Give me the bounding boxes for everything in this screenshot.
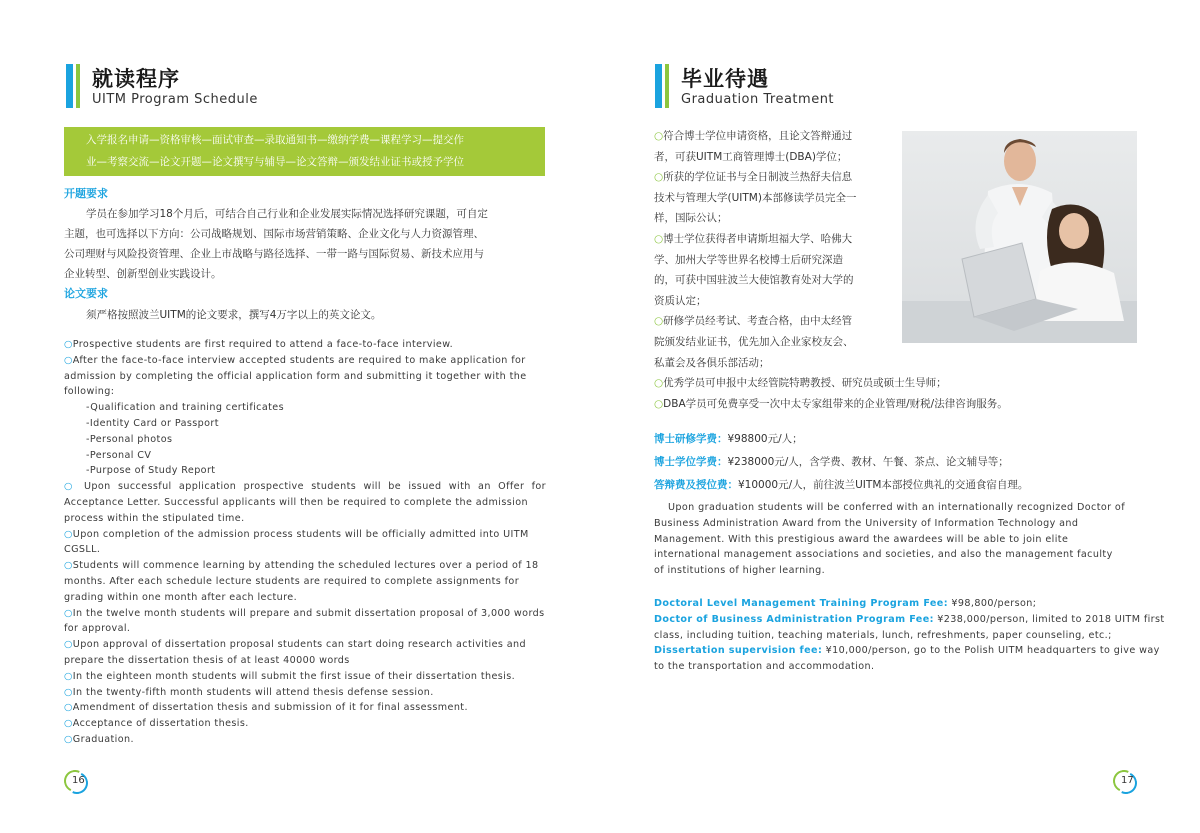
accent-bar-green (665, 64, 669, 108)
bullet-icon: ○ (64, 718, 73, 730)
process-flow-band (64, 127, 545, 176)
subheading-thesis: 论文要求 (64, 287, 108, 300)
fee-value: ¥10000元/人，前往波兰UITM本部授位典礼的交通食宿自理。 (738, 479, 1029, 491)
text-line: for approval. (64, 623, 131, 635)
text-line: 者，可获UITM工商管理博士(DBA)学位； (654, 150, 848, 163)
bullet-icon: ○ (64, 686, 73, 698)
list-item: ○ Upon successful application prospective students will be issued with an Offer for (64, 481, 546, 493)
bullet-icon: ○ (64, 354, 73, 366)
process-flow-line: 入学报名申请—资格审核—面试审查—录取通知书—缴纳学费—课程学习—提交作 (86, 134, 464, 146)
bullet-icon: ○ (654, 315, 664, 328)
bullet-icon: ○ (64, 528, 73, 540)
fee-en-line: Doctoral Level Management Training Program Fee: ¥98,800/person; (654, 598, 1037, 609)
text-line: grading within one month after each lecture. (64, 591, 298, 603)
fee-en-line: Dissertation supervision fee: ¥10,000/person, go to the Polish UITM headquarters to give way (654, 645, 1160, 657)
page-number-text: 17 (1121, 775, 1134, 786)
text-line: following: (64, 386, 115, 398)
accent-bar-green (76, 64, 80, 108)
subheading-proposal: 开题要求 (64, 187, 108, 200)
list-item: ○Students will commence learning by attending the scheduled lectures over a period of 18 (64, 560, 539, 572)
section-title-en: UITM Program Schedule (92, 92, 258, 107)
english-schedule (64, 337, 546, 748)
list-item: ○优秀学员可申报中太经管院特聘教授、研究员或硕士生导师； (654, 377, 947, 390)
text-line: admission by completing the official application form and submitting it together with the (64, 370, 527, 382)
text-line: 企业转型、创新型创业实践设计。 (64, 268, 222, 280)
process-flow-line: 业—考察交流—论文开题—论文撰写与辅导—论文答辩—颁发结业证书或授予学位 (86, 156, 464, 168)
text-line: international management associations and societies, and also the management faculty (654, 549, 1113, 561)
text-line: 公司理财与风险投资管理、企业上市战略与路径选择、一带一路与国际贸易、新技术应用与 (64, 248, 484, 260)
text-line: to the transportation and accommodation. (654, 661, 875, 673)
text-line: 院颁发结业证书，优先加入企业家校友会、 (654, 335, 854, 348)
list-item: ○Acceptance of dissertation thesis. (64, 718, 249, 730)
list-item: ○所获的学位证书与全日制波兰热舒夫信息 (654, 171, 853, 184)
text-line: 资质认定； (654, 294, 707, 307)
fee-value: ¥238000元/人，含学费、教材、午餐、茶点、论文辅导等； (727, 456, 1009, 468)
section-title-cn: 就读程序 (92, 67, 180, 91)
page-number-text: 16 (72, 775, 85, 786)
accent-bar-blue (655, 64, 662, 108)
fee-row (654, 428, 1144, 451)
bullet-icon: ○ (64, 702, 73, 714)
doc-item: -Qualification and training certificates (86, 402, 285, 414)
text-line: process within the stipulated time. (64, 512, 245, 524)
bullet-icon: ○ (64, 560, 73, 572)
list-item: ○After the face-to-face interview accepted students are required to make application for (64, 354, 526, 366)
list-item: ○In the eighteen month students will submit the first issue of their dissertation thesis. (64, 670, 516, 682)
list-item: ○博士学位获得者申请斯坦福大学、哈佛大 (654, 232, 853, 245)
text-line: of institutions of higher learning. (654, 565, 826, 577)
text-line: Business Administration Award from the University of Information Technology and (654, 517, 1079, 529)
proposal-section (64, 185, 546, 325)
fee-row (654, 451, 1144, 474)
text-line: prepare the dissertation thesis of at least 40000 words (64, 654, 350, 666)
bullet-icon: ○ (64, 339, 73, 350)
section-title-cn: 毕业待遇 (681, 67, 769, 91)
list-item: ○研修学员经考试、考查合格，由中太经管 (654, 315, 853, 328)
fee-label: 答辩费及授位费： (654, 479, 738, 491)
fee-label: 博士学位学费： (654, 456, 728, 468)
right-page (600, 0, 1200, 833)
text-line: Upon graduation students will be conferred with an internationally recognized Doctor of (668, 502, 1125, 513)
bullet-icon: ○ (64, 481, 77, 493)
page-number-left (64, 770, 94, 792)
fees-cn (654, 428, 1144, 497)
text-line: 样，国际公认； (654, 212, 728, 225)
fee-value: ¥98800元/人； (727, 433, 803, 445)
text-line: 学员在参加学习18个月后，可结合自己行业和企业发展实际情况选择研究课题，可自定 (86, 208, 488, 220)
fees-en (654, 596, 1165, 675)
text-line: 私董会及各俱乐部活动； (654, 356, 770, 369)
text-line: Management. With this prestigious award the awardees will be able to join elite (654, 533, 1069, 545)
list-item: ○DBA学员可免费享受一次中太专家组带来的企业管理/财税/法律咨询服务。 (654, 397, 1008, 410)
bullet-icon: ○ (64, 607, 73, 619)
list-item: ○In the twenty-fifth month students will attend thesis defense session. (64, 686, 434, 698)
text-line: 技术与管理大学(UITM)本部修读学员完全一 (654, 191, 857, 204)
text-line: 学、加州大学等世界名校博士后研究深造 (654, 253, 843, 266)
bullet-icon: ○ (654, 232, 664, 245)
text-line: 的，可获中国驻波兰大使馆教育处对大学的 (654, 274, 854, 287)
text-line: class, including tuition, teaching materials, lunch, refreshments, paper counseling, etc.; (654, 629, 1112, 641)
text-line: CGSLL. (64, 544, 101, 556)
list-item: ○Upon completion of the admission process students will be officially admitted into UITM (64, 528, 529, 540)
doc-item: -Purpose of Study Report (86, 465, 216, 477)
graduation-en-paragraph (654, 500, 1136, 579)
fee-label: 博士研修学费： (654, 433, 728, 445)
bullet-icon: ○ (654, 397, 664, 410)
bullet-icon: ○ (64, 733, 73, 745)
students-photo-illustration (902, 131, 1137, 343)
fee-row (654, 474, 1144, 497)
list-item: ○Prospective students are first required to attend a face-to-face interview. (64, 339, 454, 350)
doc-item: -Identity Card or Passport (86, 417, 219, 429)
bullet-icon: ○ (654, 377, 664, 390)
page-number-right (1113, 770, 1143, 792)
list-item: ○符合博士学位申请资格，且论文答辩通过 (654, 130, 853, 142)
bullet-icon: ○ (64, 670, 73, 682)
fee-en-line: Doctor of Business Administration Program Fee: ¥238,000/person, limited to 2018 UITM first (654, 613, 1165, 625)
text-line: Acceptance Letter. Successful applicants will then be required to complete the admission (64, 496, 528, 508)
thesis-paragraph: 须严格按照波兰UITM的论文要求，撰写4万字以上的英文论文。 (86, 309, 382, 321)
list-item: ○In the twelve month students will prepare and submit dissertation proposal of 3,000 words (64, 607, 545, 619)
bullet-icon: ○ (654, 171, 664, 184)
accent-bar-blue (66, 64, 73, 108)
doc-item: -Personal CV (86, 449, 152, 461)
list-item: ○Graduation. (64, 733, 134, 745)
students-photo (902, 131, 1137, 343)
doc-item: -Personal photos (86, 433, 173, 445)
text-line: months. After each schedule lecture students are required to complete assignments for (64, 575, 520, 587)
proposal-paragraph (64, 204, 546, 284)
bullet-icon: ○ (64, 639, 73, 651)
bullet-icon: ○ (654, 130, 664, 142)
list-item: ○Upon approval of dissertation proposal students can start doing research activities and (64, 639, 526, 651)
text-line: 主题，也可选择以下方向：公司战略规划、国际市场营销策略、企业文化与人力资源管理、 (64, 228, 484, 240)
benefits-list (654, 126, 1008, 414)
section-title-en: Graduation Treatment (681, 92, 835, 107)
list-item: ○Amendment of dissertation thesis and submission of it for final assessment. (64, 702, 468, 714)
